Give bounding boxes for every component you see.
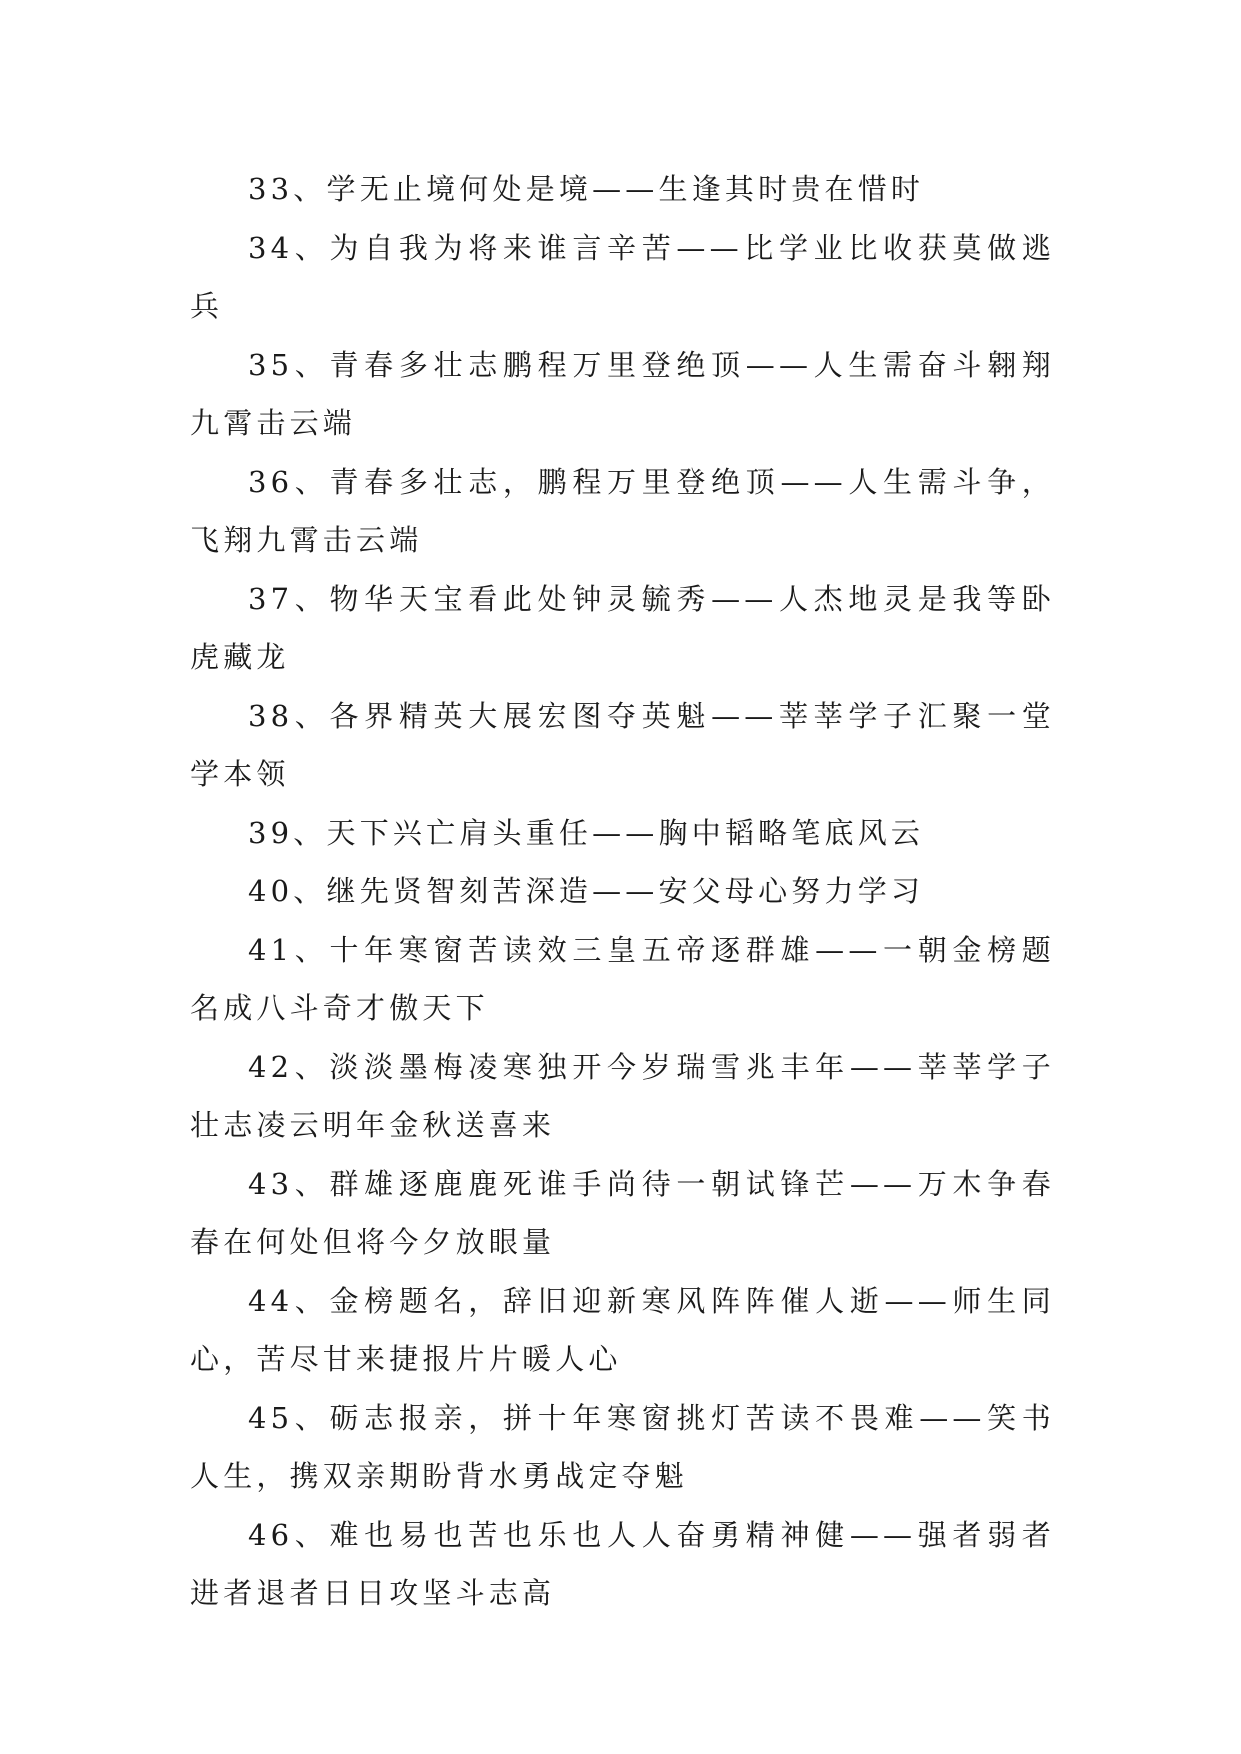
couplet-entry-37: 37、物华天宝看此处钟灵毓秀——人杰地灵是我等卧虎藏龙 xyxy=(190,581,1055,674)
couplet-entry-43: 43、群雄逐鹿鹿死谁手尚待一朝试锋芒——万木争春春在何处但将今夕放眼量 xyxy=(190,1166,1055,1259)
couplet-entry-46: 46、难也易也苦也乐也人人奋勇精神健——强者弱者进者退者日日攻坚斗志高 xyxy=(190,1517,1055,1610)
couplet-entry-45: 45、砺志报亲，拼十年寒窗挑灯苦读不畏难——笑书人生，携双亲期盼背水勇战定夺魁 xyxy=(190,1400,1055,1493)
couplet-entry-36: 36、青春多壮志，鹏程万里登绝顶——人生需斗争，飞翔九霄击云端 xyxy=(190,464,1055,557)
couplet-entry-39: 39、天下兴亡肩头重任——胸中韬略笔底风云 xyxy=(248,815,925,850)
couplet-entry-38: 38、各界精英大展宏图夺英魁——莘莘学子汇聚一堂学本领 xyxy=(190,698,1055,791)
couplet-entry-34: 34、为自我为将来谁言辛苦——比学业比收获莫做逃兵 xyxy=(190,230,1055,323)
couplet-entry-33: 33、学无止境何处是境——生逢其时贵在惜时 xyxy=(248,172,925,206)
couplet-entry-35: 35、青春多壮志鹏程万里登绝顶——人生需奋斗翱翔九霄击云端 xyxy=(190,347,1055,440)
document-body xyxy=(190,160,1055,1623)
couplet-entry-42: 42、淡淡墨梅凌寒独开今岁瑞雪兆丰年——莘莘学子壮志凌云明年金秋送喜来 xyxy=(190,1049,1055,1142)
couplet-entry-44: 44、金榜题名，辞旧迎新寒风阵阵催人逝——师生同心，苦尽甘来捷报片片暖人心 xyxy=(190,1283,1055,1376)
couplet-entry-41: 41、十年寒窗苦读效三皇五帝逐群雄——一朝金榜题名成八斗奇才傲天下 xyxy=(190,932,1055,1025)
couplet-entry-40: 40、继先贤智刻苦深造——安父母心努力学习 xyxy=(248,874,925,908)
